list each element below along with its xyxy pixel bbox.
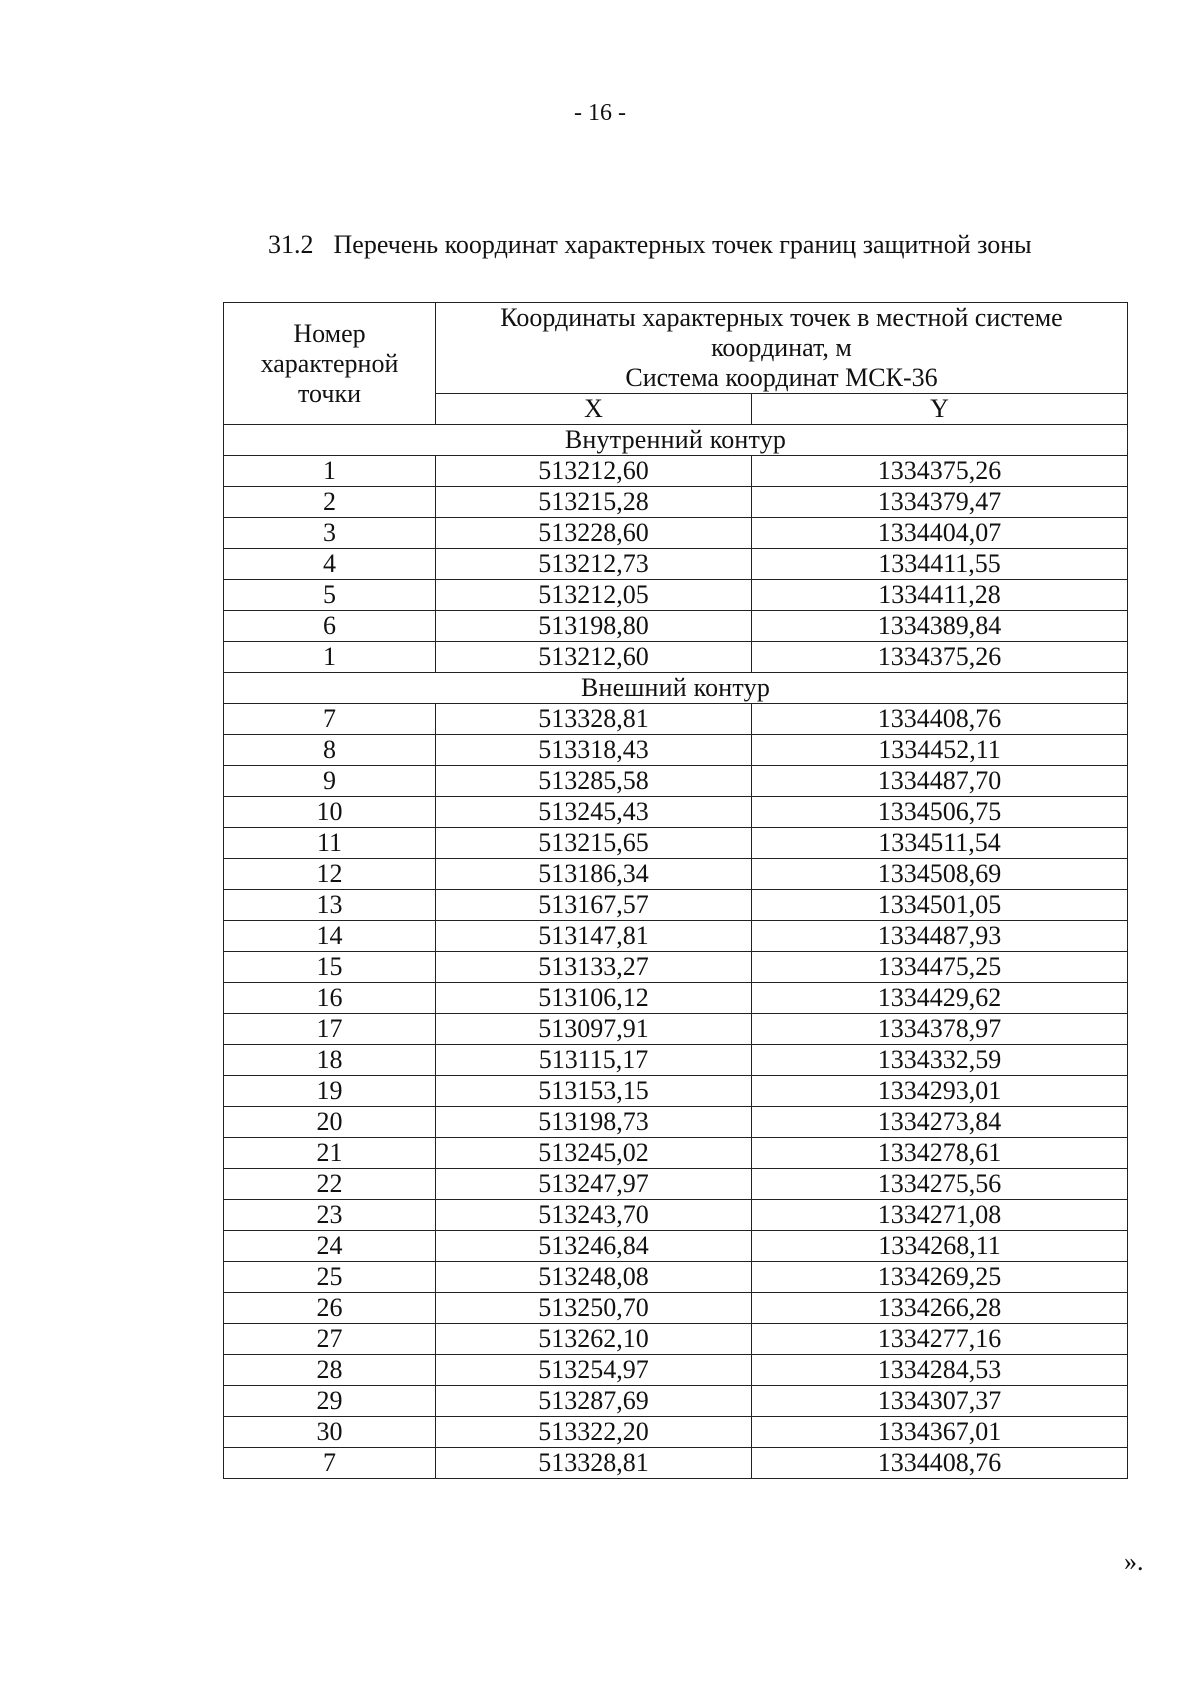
section-title-cell: Внешний контур (224, 673, 1128, 704)
point-number-cell: 1 (224, 456, 436, 487)
table-row (224, 611, 1128, 642)
y-coordinate-cell: 1334452,11 (752, 735, 1128, 766)
point-number-cell: 9 (224, 766, 436, 797)
y-coordinate-cell: 1334277,16 (752, 1324, 1128, 1355)
y-coordinate-cell: 1334278,61 (752, 1138, 1128, 1169)
table-row (224, 487, 1128, 518)
x-coordinate-cell: 513167,57 (436, 890, 752, 921)
table-row (224, 456, 1128, 487)
y-coordinate-cell: 1334501,05 (752, 890, 1128, 921)
y-coordinate-cell: 1334506,75 (752, 797, 1128, 828)
y-coordinate-cell: 1334375,26 (752, 642, 1128, 673)
table-row (224, 518, 1128, 549)
table-row (224, 1324, 1128, 1355)
section-title-cell: Внутренний контур (224, 425, 1128, 456)
point-number-cell: 3 (224, 518, 436, 549)
y-coordinate-cell: 1334429,62 (752, 983, 1128, 1014)
x-coordinate-cell: 513097,91 (436, 1014, 752, 1045)
x-coordinate-cell: 513133,27 (436, 952, 752, 983)
x-coordinate-cell: 513212,60 (436, 456, 752, 487)
table-row (224, 642, 1128, 673)
table-row (224, 1262, 1128, 1293)
point-number-cell: 15 (224, 952, 436, 983)
coordinates-table (223, 302, 1128, 1479)
x-coordinate-cell: 513245,43 (436, 797, 752, 828)
table-row (224, 1200, 1128, 1231)
point-number-cell: 22 (224, 1169, 436, 1200)
point-number-header-line: точки (298, 378, 361, 408)
section-row (224, 425, 1128, 456)
y-coordinate-cell: 1334408,76 (752, 1448, 1128, 1479)
x-coordinate-cell: 513198,80 (436, 611, 752, 642)
x-column-header: X (436, 394, 752, 425)
table-row (224, 1417, 1128, 1448)
point-number-header-line: Номер (293, 318, 366, 348)
x-coordinate-cell: 513247,97 (436, 1169, 752, 1200)
table-row (224, 921, 1128, 952)
y-coordinate-cell: 1334375,26 (752, 456, 1128, 487)
x-coordinate-cell: 513245,02 (436, 1138, 752, 1169)
x-coordinate-cell: 513250,70 (436, 1293, 752, 1324)
point-number-cell: 10 (224, 797, 436, 828)
point-number-cell: 18 (224, 1045, 436, 1076)
point-number-cell: 20 (224, 1107, 436, 1138)
y-coordinate-cell: 1334269,25 (752, 1262, 1128, 1293)
y-coordinate-cell: 1334508,69 (752, 859, 1128, 890)
point-number-header-line: характерной (260, 348, 399, 378)
y-coordinate-cell: 1334266,28 (752, 1293, 1128, 1324)
x-coordinate-cell: 513248,08 (436, 1262, 752, 1293)
table-row (224, 1293, 1128, 1324)
y-coordinate-cell: 1334271,08 (752, 1200, 1128, 1231)
x-coordinate-cell: 513215,28 (436, 487, 752, 518)
table-row (224, 1448, 1128, 1479)
point-number-cell: 30 (224, 1417, 436, 1448)
y-coordinate-cell: 1334408,76 (752, 704, 1128, 735)
point-number-cell: 8 (224, 735, 436, 766)
x-coordinate-cell: 513287,69 (436, 1386, 752, 1417)
point-number-cell: 24 (224, 1231, 436, 1262)
y-coordinate-cell: 1334411,28 (752, 580, 1128, 611)
x-coordinate-cell: 513318,43 (436, 735, 752, 766)
x-coordinate-cell: 513285,58 (436, 766, 752, 797)
table-row (224, 890, 1128, 921)
x-coordinate-cell: 513147,81 (436, 921, 752, 952)
point-number-header (224, 303, 436, 425)
y-coordinate-cell: 1334404,07 (752, 518, 1128, 549)
point-number-cell: 14 (224, 921, 436, 952)
coordinates-header (436, 303, 1128, 394)
table-row (224, 797, 1128, 828)
closing-quote: ». (1124, 1547, 1144, 1576)
x-coordinate-cell: 513328,81 (436, 704, 752, 735)
x-coordinate-cell: 513254,97 (436, 1355, 752, 1386)
y-coordinate-cell: 1334273,84 (752, 1107, 1128, 1138)
x-coordinate-cell: 513328,81 (436, 1448, 752, 1479)
y-coordinate-cell: 1334389,84 (752, 611, 1128, 642)
x-coordinate-cell: 513243,70 (436, 1200, 752, 1231)
y-coordinate-cell: 1334284,53 (752, 1355, 1128, 1386)
y-coordinate-cell: 1334275,56 (752, 1169, 1128, 1200)
table-row (224, 580, 1128, 611)
x-coordinate-cell: 513198,73 (436, 1107, 752, 1138)
point-number-cell: 1 (224, 642, 436, 673)
point-number-cell: 13 (224, 890, 436, 921)
y-coordinate-cell: 1334475,25 (752, 952, 1128, 983)
point-number-cell: 27 (224, 1324, 436, 1355)
section-title: Перечень координат характерных точек границ защитной зоны (333, 230, 1032, 259)
table-body (224, 425, 1128, 1479)
table-row (224, 1386, 1128, 1417)
x-coordinate-cell: 513246,84 (436, 1231, 752, 1262)
coordinates-header-line: Координаты характерных точек в местной системе (500, 303, 1063, 332)
x-coordinate-cell: 513153,15 (436, 1076, 752, 1107)
page-number: - 16 - (574, 100, 626, 126)
point-number-cell: 25 (224, 1262, 436, 1293)
y-coordinate-cell: 1334487,70 (752, 766, 1128, 797)
x-coordinate-cell: 513115,17 (436, 1045, 752, 1076)
table-row (224, 735, 1128, 766)
x-coordinate-cell: 513228,60 (436, 518, 752, 549)
table-row (224, 1169, 1128, 1200)
table-row (224, 952, 1128, 983)
coordinates-header-line: координат, м (711, 333, 852, 362)
point-number-cell: 2 (224, 487, 436, 518)
table-row (224, 704, 1128, 735)
x-coordinate-cell: 513212,05 (436, 580, 752, 611)
table-row (224, 859, 1128, 890)
point-number-cell: 19 (224, 1076, 436, 1107)
y-coordinate-cell: 1334511,54 (752, 828, 1128, 859)
y-column-header: Y (752, 394, 1128, 425)
table-row (224, 1045, 1128, 1076)
y-coordinate-cell: 1334367,01 (752, 1417, 1128, 1448)
y-coordinate-cell: 1334307,37 (752, 1386, 1128, 1417)
point-number-cell: 16 (224, 983, 436, 1014)
table-row (224, 828, 1128, 859)
x-coordinate-cell: 513322,20 (436, 1417, 752, 1448)
point-number-cell: 23 (224, 1200, 436, 1231)
y-coordinate-cell: 1334411,55 (752, 549, 1128, 580)
coordinate-system-label: Система координат МСК-36 (625, 363, 938, 392)
y-coordinate-cell: 1334268,11 (752, 1231, 1128, 1262)
table-row (224, 1107, 1128, 1138)
table-header (224, 303, 1128, 425)
point-number-cell: 6 (224, 611, 436, 642)
table-row (224, 1231, 1128, 1262)
point-number-cell: 5 (224, 580, 436, 611)
point-number-cell: 11 (224, 828, 436, 859)
x-coordinate-cell: 513106,12 (436, 983, 752, 1014)
section-row (224, 673, 1128, 704)
y-coordinate-cell: 1334487,93 (752, 921, 1128, 952)
y-coordinate-cell: 1334332,59 (752, 1045, 1128, 1076)
x-coordinate-cell: 513186,34 (436, 859, 752, 890)
point-number-cell: 12 (224, 859, 436, 890)
x-coordinate-cell: 513212,73 (436, 549, 752, 580)
point-number-cell: 7 (224, 1448, 436, 1479)
x-coordinate-cell: 513262,10 (436, 1324, 752, 1355)
point-number-cell: 26 (224, 1293, 436, 1324)
y-coordinate-cell: 1334378,97 (752, 1014, 1128, 1045)
table-row (224, 766, 1128, 797)
point-number-cell: 17 (224, 1014, 436, 1045)
point-number-cell: 4 (224, 549, 436, 580)
table-row (224, 1138, 1128, 1169)
point-number-cell: 29 (224, 1386, 436, 1417)
point-number-cell: 28 (224, 1355, 436, 1386)
y-coordinate-cell: 1334293,01 (752, 1076, 1128, 1107)
y-coordinate-cell: 1334379,47 (752, 487, 1128, 518)
point-number-cell: 7 (224, 704, 436, 735)
table-row (224, 1014, 1128, 1045)
table-row (224, 1355, 1128, 1386)
section-heading (268, 230, 1032, 260)
x-coordinate-cell: 513212,60 (436, 642, 752, 673)
x-coordinate-cell: 513215,65 (436, 828, 752, 859)
point-number-cell: 21 (224, 1138, 436, 1169)
table-row (224, 983, 1128, 1014)
section-number: 31.2 (268, 230, 314, 259)
table-row (224, 549, 1128, 580)
table-row (224, 1076, 1128, 1107)
